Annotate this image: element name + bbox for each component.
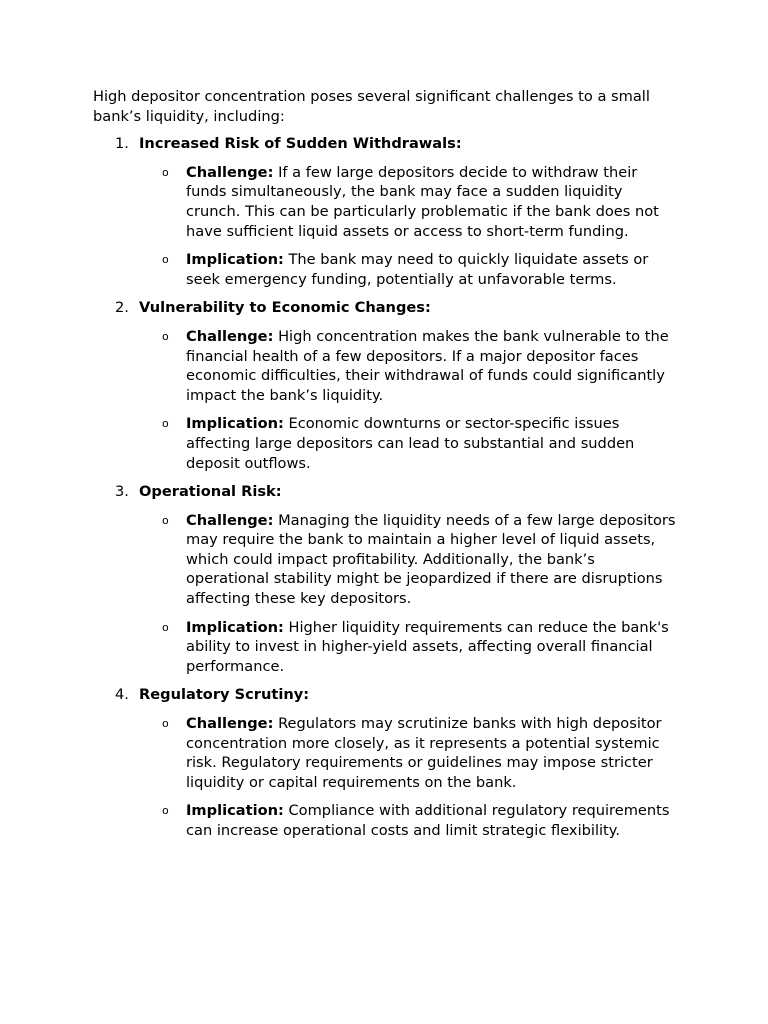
item-text: High concentration makes the bank vulnerable to the financial health of a few depositors. If a major depositor faces economic difficulties, their withdrawal of funds could significantly impact the bank’s liquidity. <box>186 327 669 404</box>
section-heading <box>93 134 683 154</box>
section-heading <box>93 298 683 318</box>
item-text: If a few large depositors decide to withdraw their funds simultaneously, the bank may face a sudden liquidity crunch. This can be particularly problematic if the bank does not have sufficient liquid assets or access to short-term funding. <box>186 163 659 240</box>
section-title: Increased Risk of Sudden Withdrawals: <box>139 135 462 153</box>
bullet-icon: o <box>162 804 169 818</box>
list-item <box>93 250 676 289</box>
item-text: Compliance with additional regulatory requirements can increase operational costs and limit strategic flexibility. <box>186 802 670 839</box>
section-3 <box>93 482 683 676</box>
item-label: Challenge: <box>186 511 274 529</box>
item-label: Challenge: <box>186 163 274 181</box>
list-item <box>93 714 676 792</box>
bullet-icon: o <box>162 513 169 527</box>
list-item <box>93 801 676 840</box>
bullet-icon: o <box>162 620 169 634</box>
bullet-icon: o <box>162 165 169 179</box>
list-item <box>93 327 676 405</box>
item-label: Implication: <box>186 618 284 636</box>
list-item <box>93 511 676 609</box>
list-item <box>93 163 676 241</box>
bullet-icon: o <box>162 253 169 267</box>
section-1 <box>93 134 683 289</box>
section-number: 1. <box>115 135 129 153</box>
item-label: Implication: <box>186 802 284 820</box>
section-2 <box>93 298 683 473</box>
bullet-icon: o <box>162 717 169 731</box>
item-label: Implication: <box>186 251 284 269</box>
list-item <box>93 414 676 473</box>
bullet-icon: o <box>162 329 169 343</box>
section-heading <box>93 482 683 502</box>
item-text: Managing the liquidity needs of a few large depositors may require the bank to maintain a higher level of liquid assets, which could impact profitability. Additionally, the bank’s operational stability might be jeopardized if there are disruptions affecting these key depositors. <box>186 511 676 608</box>
list-item <box>93 618 676 677</box>
item-text: The bank may need to quickly liquidate assets or seek emergency funding, potentially at unfavorable terms. <box>186 251 649 288</box>
item-label: Challenge: <box>186 327 274 345</box>
document-page <box>93 87 683 850</box>
item-label: Implication: <box>186 415 284 433</box>
item-text: Economic downturns or sector-specific issues affecting large depositors can lead to substantial and sudden deposit outflows. <box>186 415 635 472</box>
section-heading <box>93 685 683 705</box>
section-number: 2. <box>115 299 129 317</box>
bullet-icon: o <box>162 417 169 431</box>
item-text: Regulators may scrutinize banks with high depositor concentration more closely, as it represents a potential systemic risk. Regulatory requirements or guidelines may impose stricter liquidity or capital requirements on the bank. <box>186 715 662 791</box>
section-4 <box>93 685 683 840</box>
section-title: Operational Risk: <box>139 483 282 501</box>
item-text: Higher liquidity requirements can reduce the bank's ability to invest in higher-yield assets, affecting overall financial performance. <box>186 618 669 675</box>
item-label: Challenge: <box>186 715 274 733</box>
section-number: 3. <box>115 483 129 501</box>
intro-paragraph: High depositor concentration poses several significant challenges to a small bank’s liquidity, including: <box>93 88 650 125</box>
section-number: 4. <box>115 686 129 704</box>
section-title: Regulatory Scrutiny: <box>139 686 310 704</box>
section-title: Vulnerability to Economic Changes: <box>139 299 431 317</box>
